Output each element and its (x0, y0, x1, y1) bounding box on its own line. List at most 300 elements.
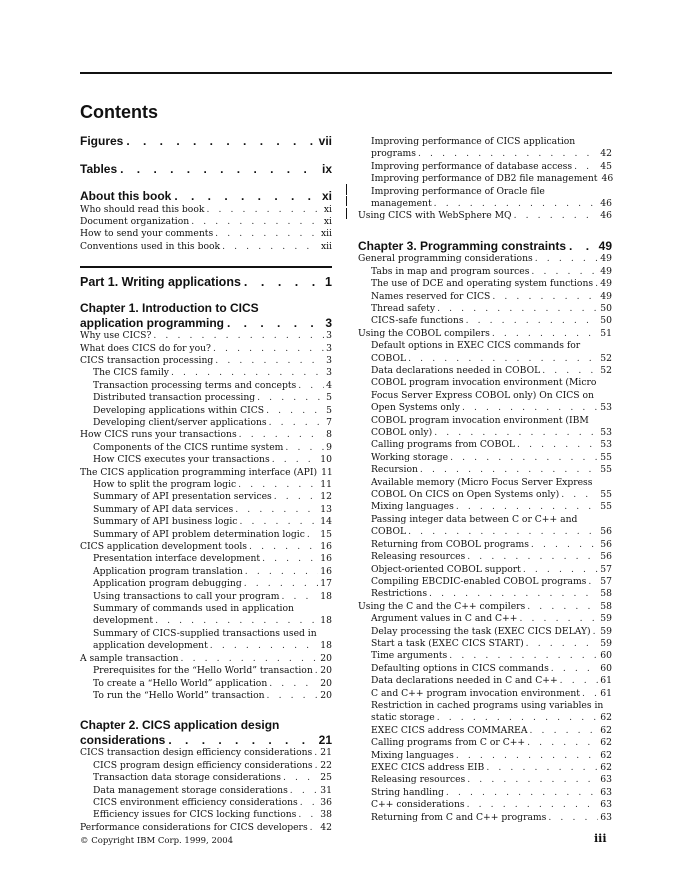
chapter-heading-page: 49 (598, 238, 612, 253)
toc-entry[interactable] (80, 491, 332, 503)
toc-entry[interactable] (80, 241, 332, 253)
toc-heading-page: xi (321, 189, 332, 203)
toc-page-number: 56 (600, 526, 612, 538)
toc-entry[interactable] (358, 315, 612, 327)
toc-entry[interactable] (358, 501, 612, 513)
toc-entry-title: Defaulting options in CICS commands (371, 662, 549, 674)
toc-entry[interactable] (80, 516, 332, 528)
toc-entry-title: programs (371, 148, 416, 160)
dot-leader (535, 253, 599, 265)
toc-entry-line[interactable]: Passing integer data between C or C++ and (371, 513, 578, 525)
toc-entry-line[interactable]: Summary of commands used in application (93, 603, 294, 615)
toc-entry[interactable] (358, 638, 612, 650)
toc-entry-title: Conventions used in this book (80, 240, 221, 252)
dot-leader (466, 315, 599, 327)
dot-leader (434, 198, 599, 210)
toc-page-number: 52 (600, 365, 612, 376)
change-bar (346, 208, 347, 219)
dot-leader (456, 750, 598, 762)
toc-heading-title: About this book (80, 189, 172, 203)
page-title: Contents (80, 102, 158, 122)
toc-entry[interactable] (80, 417, 332, 429)
dot-leader (315, 665, 319, 677)
part-heading[interactable] (80, 266, 332, 289)
toc-entry-title: CICS-safe functions (371, 315, 464, 327)
toc-entry[interactable] (80, 690, 332, 702)
toc-entry[interactable] (358, 626, 612, 638)
toc-entry[interactable] (358, 353, 612, 365)
toc-entry[interactable] (358, 576, 612, 588)
toc-page-number: 46 (600, 198, 612, 210)
toc-page-number: 3 (326, 354, 332, 366)
toc-entry[interactable] (358, 278, 612, 290)
toc-entry-title: Improving performance of DB2 file management (371, 173, 598, 185)
dot-leader (310, 822, 319, 834)
toc-entry[interactable] (358, 663, 612, 675)
toc-entry-title: The CICS family (93, 367, 169, 379)
toc-entry-title: Mixing languages (371, 501, 454, 513)
toc-entry[interactable] (80, 640, 332, 652)
toc-entry[interactable] (358, 291, 612, 303)
toc-page-number: 49 (600, 265, 612, 277)
part-page: 1 (325, 275, 332, 290)
toc-entry[interactable] (358, 328, 612, 340)
dot-leader (450, 452, 598, 464)
dot-leader (269, 417, 325, 429)
dot-leader (298, 380, 324, 392)
toc-entry[interactable] (80, 330, 332, 342)
toc-entry[interactable] (358, 712, 612, 724)
toc-entry-line[interactable]: Improving performance of Oracle file (371, 185, 545, 197)
toc-page-number: 63 (600, 774, 612, 786)
toc-entry[interactable] (80, 665, 332, 677)
toc-page-number: xi (323, 203, 332, 215)
toc-entry-title: Application program translation (93, 565, 243, 577)
toc-entry-title: To create a “Hello World” application (93, 677, 268, 689)
toc-page-number: 13 (320, 503, 332, 515)
toc-entry[interactable] (358, 198, 612, 210)
dot-leader (527, 737, 598, 749)
toc-entry[interactable] (80, 454, 332, 466)
toc-page-number: xii (320, 228, 332, 240)
dot-leader (315, 760, 319, 772)
toc-entry[interactable] (358, 688, 612, 700)
dot-leader (274, 491, 319, 503)
toc-page-number: 62 (600, 737, 612, 749)
toc-entry[interactable] (358, 539, 612, 551)
toc-entry-title: Using transactions to call your program (93, 590, 280, 602)
toc-page-number: 50 (600, 302, 612, 314)
toc-entry[interactable] (80, 747, 332, 759)
dot-leader (314, 747, 318, 759)
dot-leader (531, 266, 598, 278)
toc-page-number: 63 (600, 799, 612, 811)
toc-entry-title: How CICS executes your transactions (93, 454, 270, 466)
toc-page-number: 55 (600, 501, 612, 513)
toc-entry[interactable] (80, 343, 332, 355)
toc-page-number: 22 (320, 759, 332, 771)
toc-entry[interactable] (80, 772, 332, 784)
toc-page-number: 60 (600, 650, 612, 662)
toc-entry-line[interactable]: COBOL program invocation environment (Micro (371, 377, 597, 389)
dot-leader (595, 278, 598, 290)
toc-entry[interactable] (80, 355, 332, 367)
toc-page-number: 42 (320, 821, 332, 833)
toc-entry-title: Mixing languages (371, 749, 454, 761)
toc-entry[interactable] (358, 452, 612, 464)
toc-page-number: 18 (320, 640, 332, 652)
toc-entry-title: Data declarations needed in COBOL (371, 365, 541, 376)
toc-entry[interactable] (80, 228, 332, 240)
toc-entry[interactable] (358, 588, 612, 600)
dot-leader (523, 564, 598, 576)
toc-entry[interactable] (80, 504, 332, 516)
toc-heading-page: ix (321, 161, 332, 176)
toc-page-number: 58 (600, 588, 612, 600)
toc-entry-line[interactable]: Improving performance of CICS application (371, 136, 576, 147)
toc-entry-title: Components of the CICS runtime system (93, 441, 284, 453)
toc-entry[interactable] (80, 678, 332, 690)
dot-leader (191, 216, 322, 228)
toc-page-number: 50 (600, 315, 612, 327)
toc-page-number: 42 (600, 148, 612, 160)
toc-entry[interactable] (358, 613, 612, 625)
dot-leader (574, 161, 598, 173)
copyright: © Copyright IBM Corp. 1999, 2004 (80, 836, 234, 846)
toc-entry-title: Compiling EBCDIC-enabled COBOL programs (371, 575, 587, 587)
toc-heading[interactable] (80, 162, 332, 177)
dot-leader (238, 479, 318, 491)
toc-entry-line[interactable]: COBOL program invocation environment (IBM (371, 414, 589, 426)
toc-entry-title: Recursion (371, 464, 418, 476)
dot-leader (267, 690, 319, 702)
toc-entry[interactable] (80, 380, 332, 392)
toc-entry[interactable] (80, 653, 332, 665)
dot-leader (492, 291, 598, 303)
toc-entry-title: application development (93, 640, 208, 652)
toc-entry[interactable] (80, 578, 332, 590)
chapter-heading[interactable] (358, 239, 612, 254)
dot-leader (155, 615, 318, 627)
toc-entry-title: Object-oriented COBOL support (371, 563, 521, 575)
dot-leader (462, 402, 598, 414)
toc-entry-line[interactable]: Default options in EXEC CICS commands for (371, 340, 581, 352)
toc-entry[interactable] (358, 601, 612, 613)
toc-page-number: 57 (600, 563, 612, 575)
toc-entry[interactable] (80, 760, 332, 772)
toc-entry-title: Data management storage considerations (93, 784, 288, 796)
dot-leader (262, 553, 318, 565)
toc-entry[interactable] (358, 464, 612, 476)
toc-page-number: 16 (320, 541, 332, 553)
toc-entry-title: CICS application development tools (80, 541, 248, 553)
toc-page-number: 16 (320, 565, 332, 577)
toc-page-number: 31 (320, 784, 332, 796)
toc-entry[interactable] (80, 541, 332, 553)
toc-page-number: 3 (326, 342, 332, 354)
toc-entry-title: Argument values in C and C++ (371, 613, 518, 625)
toc-entry[interactable] (358, 210, 612, 222)
chapter-heading[interactable] (80, 718, 332, 747)
toc-entry[interactable] (358, 774, 612, 786)
toc-entry-title: Efficiency issues for CICS locking functions (93, 809, 297, 821)
toc-entry-title: Names reserved for CICS (371, 290, 491, 302)
toc-entry[interactable] (358, 402, 612, 414)
toc-page-number: 62 (600, 712, 612, 724)
toc-entry-title: Tabs in map and program sources (371, 265, 530, 277)
dot-leader (588, 576, 598, 588)
toc-entry[interactable] (80, 822, 332, 834)
toc-entry[interactable] (80, 591, 332, 603)
toc-entry[interactable] (80, 392, 332, 404)
toc-entry-title: C and C++ program invocation environment (371, 687, 580, 699)
dot-leader (244, 275, 322, 289)
toc-entry[interactable] (80, 479, 332, 491)
dot-leader (418, 148, 598, 160)
toc-entry[interactable] (80, 429, 332, 441)
toc-page-number: 4 (326, 379, 332, 391)
toc-entry-title: Application program debugging (93, 578, 242, 590)
dot-leader (168, 733, 315, 748)
toc-heading-title: Figures (80, 134, 124, 148)
toc-entry-line[interactable]: Available memory (Micro Focus Server Express (371, 476, 593, 488)
toc-page-number: 49 (600, 253, 612, 265)
toc-entry-title: CICS program design efficiency considerations (93, 759, 313, 771)
dot-leader (486, 762, 598, 774)
toc-entry[interactable] (80, 809, 332, 821)
dot-leader (269, 678, 318, 690)
part-title: Part 1. Writing applications (80, 275, 241, 290)
toc-entry-title: Calling programs from COBOL (371, 439, 516, 451)
dot-leader (239, 429, 324, 441)
toc-page-number: 49 (600, 278, 612, 290)
dot-leader (517, 439, 598, 451)
toc-page-number: 25 (320, 772, 332, 784)
toc-entry-title: The use of DCE and operating system functions (371, 278, 594, 290)
toc-entry-title: Returning from COBOL programs (371, 538, 529, 550)
chapter-heading-title-line2: application programming (80, 315, 225, 330)
chapter-heading-title: Chapter 3. Programming constraints (358, 238, 567, 253)
toc-page-number: 56 (600, 551, 612, 563)
toc-heading[interactable] (80, 189, 332, 204)
toc-entry-title: Data declarations needed in C and C++ (371, 675, 558, 687)
toc-entry[interactable] (358, 148, 612, 160)
toc-page-number: 18 (320, 590, 332, 602)
toc-entry[interactable] (358, 650, 612, 662)
toc-entry[interactable] (358, 526, 612, 538)
dot-leader (530, 725, 599, 737)
toc-page-number: 63 (600, 786, 612, 798)
dot-leader (272, 454, 319, 466)
toc-entry[interactable] (80, 785, 332, 797)
toc-page-number: 58 (600, 600, 612, 612)
dot-leader (307, 529, 318, 541)
dot-leader (222, 241, 319, 253)
toc-entry[interactable] (358, 303, 612, 315)
dot-leader (420, 464, 598, 476)
toc-entry[interactable] (358, 737, 612, 749)
dot-leader (467, 551, 598, 563)
toc-entry-line[interactable]: Summary of CICS-supplied transactions used in (93, 627, 317, 639)
toc-entry[interactable] (358, 799, 612, 811)
toc-entry-title: Performance considerations for CICS developers (80, 821, 308, 833)
dot-leader (283, 772, 318, 784)
toc-page-number: 8 (326, 429, 332, 441)
toc-page-number: 61 (600, 687, 612, 699)
toc-entry[interactable] (358, 427, 612, 439)
toc-entry-title: Prerequisites for the “Hello World” transaction (93, 665, 313, 677)
toc-entry-line[interactable]: Restriction in cached programs using variables in (371, 699, 604, 711)
toc-page-number: xi (323, 215, 332, 227)
toc-page-number: 53 (600, 439, 612, 451)
toc-entry[interactable] (80, 566, 332, 578)
chapter-heading-title-line2: considerations (80, 732, 166, 747)
dot-leader (437, 712, 599, 724)
dot-leader (266, 405, 324, 417)
chapter-heading[interactable] (80, 301, 332, 330)
toc-page-number: 55 (600, 489, 612, 501)
toc-entry[interactable] (80, 797, 332, 809)
toc-entry[interactable] (358, 365, 612, 377)
toc-page-number: 15 (320, 528, 332, 540)
toc-entry[interactable] (358, 787, 612, 799)
toc-page-number: 20 (320, 652, 332, 664)
dot-leader (519, 613, 598, 625)
toc-page-number: 21 (320, 747, 332, 759)
toc-page-number: 59 (600, 613, 612, 625)
dot-leader (514, 210, 599, 222)
dot-leader (227, 316, 322, 331)
toc-heading-page: vii (318, 134, 332, 148)
toc-entry[interactable] (358, 161, 612, 173)
change-bar (346, 184, 347, 195)
dot-leader (434, 427, 598, 439)
toc-entry-title: Start a task (EXEC CICS START) (371, 637, 524, 649)
toc-entry-title: Restrictions (371, 588, 428, 600)
toc-entry[interactable] (358, 439, 612, 451)
toc-entry-title: General programming considerations (358, 253, 533, 265)
toc-page-number: 61 (600, 675, 612, 687)
dot-leader (551, 663, 599, 675)
toc-entry-title: What does CICS do for you? (80, 342, 211, 354)
toc-page-number: 36 (320, 796, 332, 808)
toc-page-number: 49 (600, 290, 612, 302)
dot-leader (171, 367, 324, 379)
toc-entry-title: Summary of API problem determination logic (93, 528, 305, 540)
toc-page-number: 17 (320, 578, 332, 590)
dot-leader (456, 501, 598, 513)
toc-entry-title: COBOL (371, 526, 407, 538)
toc-entry-title: CICS transaction processing (80, 354, 214, 366)
dot-leader (257, 392, 324, 404)
toc-page-number: 20 (320, 677, 332, 689)
toc-entry-title: Releasing resources (371, 774, 466, 786)
dot-leader (467, 774, 598, 786)
toc-entry[interactable] (358, 551, 612, 563)
toc-right-column (358, 136, 612, 824)
toc-entry[interactable] (80, 216, 332, 228)
toc-entry[interactable] (80, 367, 332, 379)
dot-leader (281, 591, 318, 603)
dot-leader (437, 303, 598, 315)
toc-entry-line[interactable]: Focus Server Express COBOL only) On CICS on (371, 389, 594, 401)
toc-entry[interactable] (80, 553, 332, 565)
dot-leader (527, 601, 598, 613)
toc-page-number: 56 (600, 538, 612, 550)
toc-page-number: 38 (320, 809, 332, 821)
toc-entry[interactable] (358, 564, 612, 576)
toc-entry-title: EXEC CICS address COMMAREA (371, 724, 528, 736)
toc-heading-title: Tables (80, 161, 118, 176)
toc-entry-title: Presentation interface development (93, 553, 261, 565)
toc-entry[interactable] (80, 204, 332, 216)
toc-page-number: 59 (600, 625, 612, 637)
toc-page-number: 62 (600, 762, 612, 773)
toc-entry[interactable] (358, 750, 612, 762)
chapter-heading-page: 3 (325, 315, 332, 330)
toc-entry[interactable] (358, 762, 612, 774)
dot-leader (492, 328, 598, 340)
dot-leader (569, 239, 596, 254)
toc-entry[interactable] (358, 675, 612, 687)
toc-entry[interactable] (80, 442, 332, 454)
toc-entry-title: static storage (371, 712, 435, 724)
dot-leader (449, 650, 598, 662)
change-bar (346, 196, 347, 206)
toc-page-number: 51 (600, 327, 612, 339)
toc-page-number: 63 (600, 811, 612, 823)
toc-entry[interactable] (358, 266, 612, 278)
toc-entry[interactable] (80, 467, 332, 479)
toc-entry-title: How to send your comments (80, 228, 214, 240)
dot-leader (526, 638, 599, 650)
toc-entry[interactable] (80, 615, 332, 627)
toc-entry[interactable] (80, 405, 332, 417)
toc-entry[interactable] (358, 253, 612, 265)
toc-page-number: 3 (326, 367, 332, 379)
toc-page-number: 53 (600, 402, 612, 414)
toc-entry-title: development (93, 615, 154, 627)
toc-entry[interactable] (358, 489, 612, 501)
toc-entry-title: The CICS application programming interface (API) (80, 466, 318, 478)
dot-leader (245, 566, 319, 578)
toc-entry[interactable] (358, 812, 612, 824)
toc-entry-title: How CICS runs your transactions (80, 429, 237, 441)
chapter-heading-title-line1: Chapter 1. Introduction to CICS (80, 301, 259, 316)
toc-entry[interactable] (358, 725, 612, 737)
toc-entry-title: Why use CICS? (80, 330, 152, 342)
dot-leader (467, 799, 599, 811)
page-number: iii (594, 832, 607, 845)
dot-leader (213, 343, 324, 355)
toc-entry-title: CICS transaction design efficiency considerations (80, 747, 313, 759)
toc-left-column (80, 134, 332, 834)
toc-entry-title: Delay processing the task (EXEC CICS DELAY) (371, 625, 591, 637)
toc-entry-title: Who should read this book (80, 203, 205, 215)
toc-page-number: 5 (326, 392, 332, 404)
dot-leader (560, 675, 599, 687)
dot-leader (215, 228, 319, 240)
toc-entry-title: String handling (371, 786, 444, 798)
toc-entry-title: Transaction data storage considerations (93, 772, 281, 784)
dot-leader (153, 330, 324, 342)
toc-entry[interactable] (358, 173, 612, 185)
toc-heading[interactable] (80, 134, 332, 149)
toc-entry-title: EXEC CICS address EIB (371, 762, 485, 773)
toc-entry-title: Using the C and the C++ compilers (358, 600, 526, 612)
toc-entry[interactable] (80, 529, 332, 541)
dot-leader (429, 588, 598, 600)
